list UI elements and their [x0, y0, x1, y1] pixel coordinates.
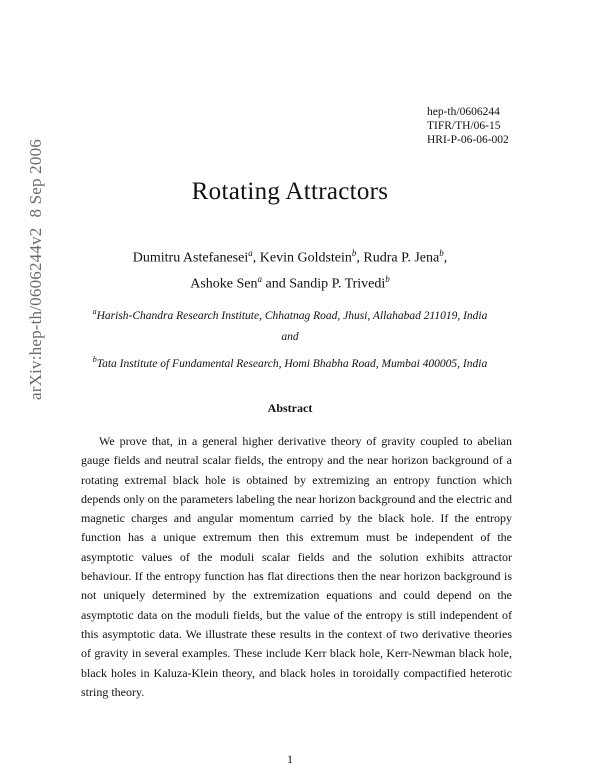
affiliation-mark: b [439, 248, 444, 258]
author-name: Kevin Goldstein [259, 250, 352, 266]
author-name: Ashoke Sen [190, 276, 258, 292]
author-line: Ashoke Sen$^a$ and Sandip P. Trivedi$^b$ [190, 273, 390, 292]
affiliation-text: Tata Institute of Fundamental Research, Homi Bhabha Road, Mumbai 400005, India [96, 357, 488, 370]
page-number: 1 [287, 752, 293, 766]
affiliation-text: Harish-Chandra Research Institute, Chhatnag Road, Jhusi, Allahabad 211019, India [96, 309, 488, 322]
preprint-line: hep-th/0606244 [427, 106, 500, 118]
author-name: Sandip P. Trivedi [289, 276, 386, 292]
abstract-heading: Abstract [267, 401, 313, 415]
affiliation-mark: b [351, 248, 357, 258]
affiliation-mark: b [92, 355, 97, 364]
author-line: Dumitru Astefanesei$^a$, Kevin Goldstein$^b$, Rudra P. Jena$^b$, [132, 248, 448, 266]
affiliation-and: and [281, 331, 299, 343]
affiliation-b [0, 355, 580, 370]
author-name: Rudra P. Jena [363, 250, 440, 266]
arxiv-id: arXiv:hep-th/0606244v2 [26, 227, 45, 400]
preprint-line: TIFR/TH/06-15 [427, 120, 501, 132]
affiliation-a [0, 307, 580, 322]
preprint-numbers [427, 105, 509, 147]
affiliation-mark: a [257, 273, 262, 284]
author-list [0, 243, 580, 294]
paper-title: Rotating Attractors [191, 178, 389, 205]
affiliation-mark: a [92, 307, 97, 316]
preprint-line: HRI-P-06-06-002 [427, 134, 509, 146]
abstract-body: We prove that, in a general higher derivative theory of gravity coupled to abelian gauge fields and neutral scalar fields, the entropy and the near horizon background of a rotating extremal black hole is obtained by extremizing an entropy function which depends only on the parameters labeling the near horizon background and the electric and magnetic charges and angular momentum carried by the black hole. If the entropy function has a unique extremum then this extremum must be independent of the asymptotic values of the moduli scalar fields and the solution exhibits attractor behaviour. If the entropy function has flat directions then the near horizon background is not uniquely determined by the extremization equations and could depend on the asymptotic data on the moduli fields, but the value of the entropy is still independent of this asymptotic data. We illustrate these results in the context of two derivative theories of gravity in several examples. These include Kerr black hole, Kerr-Newman black hole, black holes in Kaluza-Klein theory, and black holes in toroidally compactified heterotic string theory. [81, 434, 512, 699]
affiliation-mark: a [248, 248, 253, 258]
affiliation-mark: b [385, 273, 390, 284]
author-name: Dumitru Astefanesei [132, 250, 249, 266]
arxiv-date: 8 Sep 2006 [26, 139, 45, 218]
